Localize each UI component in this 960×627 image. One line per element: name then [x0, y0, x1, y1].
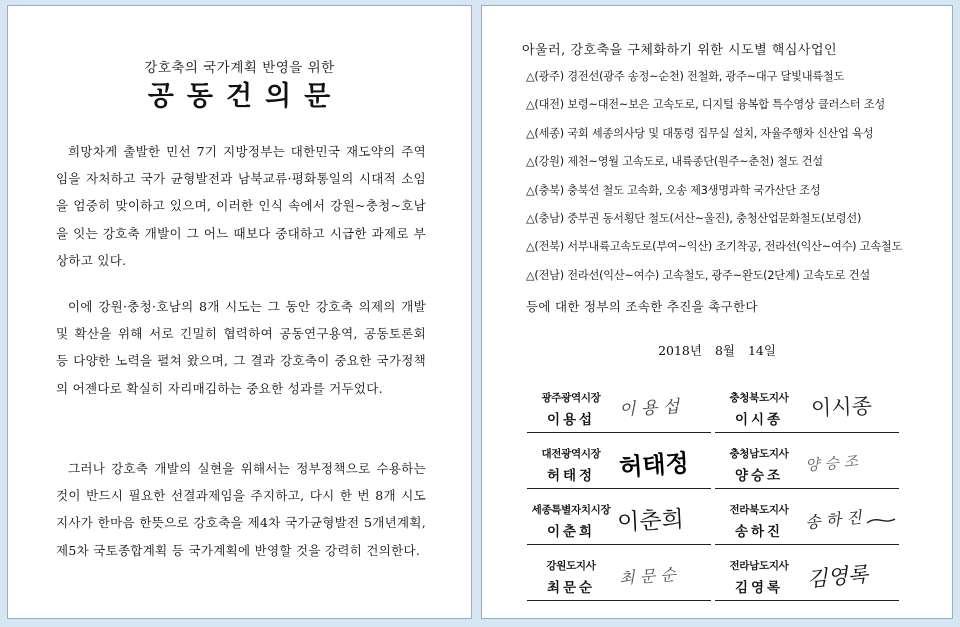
signature-cell	[527, 546, 711, 601]
signatory-name: 송하진	[734, 524, 784, 540]
signatory-title: 충청북도지사	[729, 392, 789, 404]
signatory-name: 이춘희	[546, 524, 596, 540]
document-title: 공동건의문	[147, 81, 344, 112]
svg-text:양 승 조: 양 승 조	[804, 452, 859, 475]
svg-text:이춘희: 이춘희	[616, 506, 685, 537]
signatory-name: 최문순	[546, 580, 596, 596]
signatory-name: 허태정	[546, 468, 596, 484]
svg-text:송 하 진: 송 하 진	[804, 507, 863, 533]
handwritten-signature	[609, 437, 711, 487]
project-item: △(대전) 보령~대전~보은 고속도로, 디지털 융복합 특수영상 클러스터 조성	[526, 98, 885, 112]
signatory-title: 충청남도지사	[729, 448, 789, 460]
signatory-name: 양승조	[734, 468, 784, 484]
handwritten-signature	[609, 381, 711, 431]
signature-cell	[715, 490, 899, 545]
project-item: △(강원) 제천~영월 고속도로, 내륙종단(원주~춘천) 철도 건설	[526, 155, 823, 169]
projects-intro: 아울러, 강호축을 구체화하기 위한 시도별 핵심사업인	[522, 43, 838, 58]
svg-text:최 문 순: 최 문 순	[618, 564, 677, 588]
signature-cell	[527, 490, 711, 545]
left-page	[7, 5, 472, 619]
closing-sentence: 등에 대한 정부의 조속한 추진을 촉구한다	[526, 299, 758, 314]
signatory-title: 전라북도지사	[729, 504, 789, 516]
project-list	[526, 68, 946, 295]
signatory-title: 세종특별자치시장	[531, 504, 611, 516]
paragraph-2-text: 이에 강원·충청·호남의 8개 시도는 그 동안 강호축 의제의 개발 및 확산을 위해 서로 긴밀히 협력하여 공동연구용역, 공동토론회 등 다양한 노력을 펼쳐 왔으며, 그 결과 강호축이 중요한 국가정책의 어젠다로 확실히 자리매김하는 중요한 성과를 거두었다.	[56, 299, 426, 396]
signatory-title: 강원도지사	[546, 560, 596, 572]
signatory-title: 전라남도지사	[729, 560, 789, 572]
svg-text:이 용 섭: 이 용 섭	[618, 396, 680, 421]
document-date: 2018년 8월 14일	[658, 343, 776, 358]
handwritten-signature	[797, 549, 899, 599]
project-item: △(전남) 전라선(익산~여수) 고속철도, 광주~완도(2단계) 고속도로 건설	[526, 268, 870, 282]
project-item: △(충북) 충북선 철도 고속화, 오송 제3생명과학 국가산단 조성	[526, 183, 821, 197]
signature-cell	[715, 378, 899, 433]
document-subtitle: 강호축의 국가계획 반영을 위한	[144, 60, 335, 76]
handwritten-signature	[797, 381, 899, 431]
signatory-title: 대전광역시장	[541, 448, 601, 460]
handwritten-signature	[797, 437, 899, 487]
paragraph-3	[56, 455, 426, 564]
paragraph-3-text: 그러나 강호축 개발의 실현을 위해서는 정부정책으로 수용하는 것이 반드시 필요한 선결과제임을 주지하고, 다시 한 번 8개 시도지사가 한마음 한뜻으로 강호축을 제4차 국가균형발전 5개년계획, 제5차 국토종합계획 등 국가계획에 반영할 것을 강력히 건의한다.	[56, 461, 426, 558]
svg-text:이시종: 이시종	[810, 394, 873, 421]
project-item: △(전북) 서부내륙고속도로(부여~익산) 조기착공, 전라선(익산~여수) 고속철도	[526, 240, 903, 254]
project-item: △(충남) 중부권 동서횡단 철도(서산~울진), 충청산업문화철도(보령선)	[526, 211, 862, 225]
signature-cell	[527, 378, 711, 433]
paragraph-2	[56, 293, 426, 402]
svg-text:김영록: 김영록	[806, 562, 870, 592]
signatory-name: 김영록	[734, 580, 784, 596]
signature-cell	[715, 434, 899, 489]
handwritten-signature	[609, 549, 711, 599]
signatory-name: 이용섭	[546, 412, 596, 428]
handwritten-signature	[609, 493, 711, 543]
right-page	[481, 5, 953, 619]
signatory-name: 이시종	[734, 412, 784, 428]
signature-cell	[527, 434, 711, 489]
signature-cell	[715, 546, 899, 601]
signatory-title: 광주광역시장	[541, 392, 601, 404]
paragraph-1	[56, 138, 426, 274]
project-item: △(광주) 경전선(광주 송정~순천) 전철화, 광주~대구 달빛내륙철도	[526, 70, 845, 83]
svg-text:허태정: 허태정	[618, 448, 690, 482]
project-item: △(세종) 국회 세종의사당 및 대통령 집무실 설치, 자율주행차 신산업 육성	[526, 126, 874, 140]
paragraph-1-text: 희망차게 출발한 민선 7기 지방정부는 대한민국 재도약의 주역임을 자처하고 국가 균형발전과 남북교류·평화통일의 시대적 소임을 엄중히 맞이하고 있으며, 이러한 인식 속에서 강원~충청~호남을 잇는 강호축 개발이 그 어느 때보다 중대하고 시급한 과제로 부상하고 있다.	[56, 144, 426, 268]
handwritten-signature	[797, 493, 899, 543]
